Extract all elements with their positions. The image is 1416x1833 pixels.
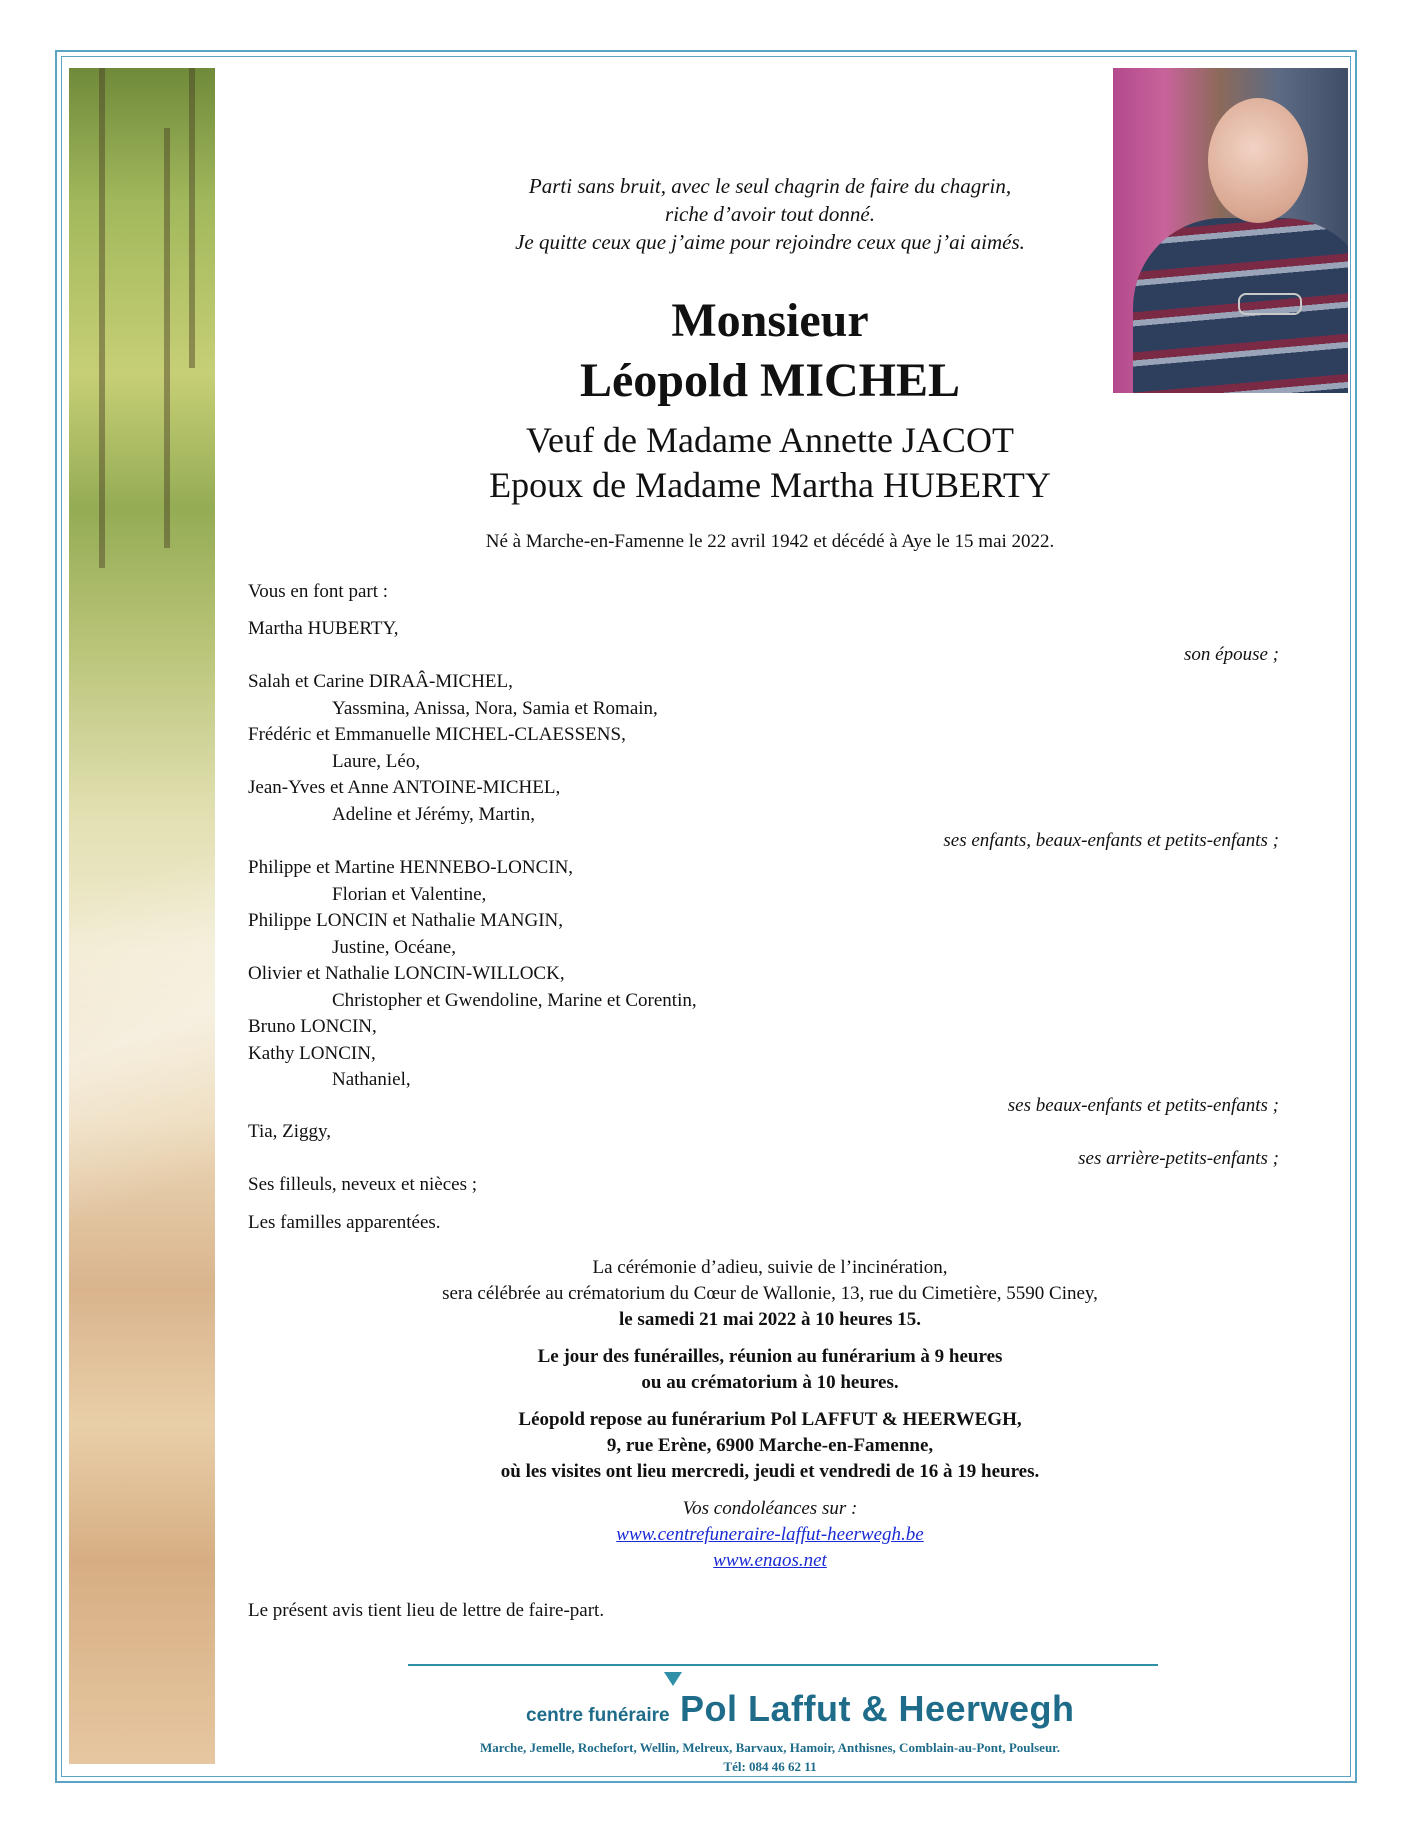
family-member-line: Laure, Léo, (332, 750, 421, 772)
family-member-line: Kathy LONCIN, (248, 1042, 376, 1064)
family-member-line: Olivier et Nathalie LONCIN-WILLOCK, (248, 963, 565, 984)
meeting-line-1: Le jour des funérailles, réunion au funérarium à 9 heures (537, 1346, 1003, 1367)
closing-line: Le présent avis tient lieu de lettre de faire-part. (248, 1600, 605, 1621)
family-member-line: Salah et Carine DIRAÂ-MICHEL, (248, 671, 513, 692)
condolences-link-enaos[interactable]: www.enaos.net (713, 1550, 827, 1571)
birth-death-line: Né à Marche-en-Famenne le 22 avril 1942 et décédé à Aye le 15 mai 2022. (485, 531, 1055, 552)
family-member-line: Christopher et Gwendoline, Marine et Corentin, (332, 989, 697, 1011)
family-member-line: Bruno LONCIN, (248, 1016, 377, 1037)
rest-line-2: 9, rue Erène, 6900 Marche-en-Famenne, (606, 1435, 934, 1456)
families-line: Les familles apparentées. (248, 1212, 441, 1233)
family-member-line: Philippe et Martine HENNEBO-LONCIN, (248, 857, 574, 878)
poem-line: Parti sans bruit, avec le seul chagrin de faire du chagrin, (528, 174, 1012, 198)
rest-line-1: Léopold repose au funérarium Pol LAFFUT & HEERWEGH, (518, 1409, 1022, 1430)
portrait-photo (1113, 68, 1348, 393)
poem-line: Je quitte ceux que j’aime pour rejoindre ceux que j’ai aimés. (515, 230, 1025, 254)
deceased-name: Léopold MICHEL (579, 354, 961, 407)
family-member-line: Justine, Océane, (332, 936, 456, 958)
deceased-title: Monsieur (671, 294, 869, 347)
condolences-link-laffut[interactable]: www.centrefuneraire-laffut-heerwegh.be (616, 1524, 924, 1545)
ceremony-line-1: La cérémonie d’adieu, suivie de l’incinération, (592, 1257, 948, 1278)
logo-phone: Tél: 084 46 62 11 (723, 1759, 817, 1774)
family-member-line: Jean-Yves et Anne ANTOINE-MICHEL, (248, 777, 561, 798)
rest-line-3: où les visites ont lieu mercredi, jeudi et vendredi de 16 à 19 heures. (500, 1461, 1040, 1482)
ceremony-datetime: le samedi 21 mai 2022 à 10 heures 15. (618, 1309, 922, 1330)
family-member-line: Florian et Valentine, (332, 883, 487, 905)
poem (400, 172, 1140, 256)
spouse-name: Martha HUBERTY, (248, 618, 399, 639)
family-member-line: Philippe LONCIN et Nathalie MANGIN, (248, 910, 564, 931)
family-member-line: Yassmina, Anissa, Nora, Samia et Romain, (332, 697, 658, 719)
ceremony-line-2: sera célébrée au crématorium du Cœur de Wallonie, 13, rue du Cimetière, 5590 Ciney, (442, 1283, 1098, 1304)
great-grandchildren: Tia, Ziggy, (248, 1121, 332, 1142)
great-grandchildren-label: ses arrière-petits-enfants ; (1078, 1148, 1279, 1169)
logo-company-name: Pol Laffut & Heerwegh (680, 1688, 1075, 1729)
logo-rule (408, 1664, 1158, 1666)
logo-triangle-icon (664, 1672, 682, 1686)
spouse-label: son épouse ; (1184, 644, 1279, 665)
widower-line: Veuf de Madame Annette JACOT (526, 420, 1014, 460)
logo-places: Marche, Jemelle, Rochefort, Wellin, Melreux, Barvaux, Hamoir, Anthisnes, Comblain-au-Pont, Poulseur. (479, 1740, 1061, 1755)
intro-line: Vous en font part : (248, 581, 389, 602)
forest-path-image (69, 68, 215, 1764)
logo-small-text: centre funéraire (526, 1705, 670, 1726)
step-children-label: ses beaux-enfants et petits-enfants ; (1007, 1095, 1279, 1116)
family-member-line: Nathaniel, (332, 1069, 411, 1090)
poem-line: riche d’avoir tout donné. (665, 202, 875, 226)
godchildren-line: Ses filleuls, neveux et nièces ; (248, 1174, 477, 1195)
husband-line: Epoux de Madame Martha HUBERTY (489, 465, 1051, 505)
children-label: ses enfants, beaux-enfants et petits-enfants ; (943, 830, 1279, 851)
family-member-line: Adeline et Jérémy, Martin, (332, 803, 535, 825)
family-member-line: Frédéric et Emmanuelle MICHEL-CLAESSENS, (248, 724, 626, 745)
meeting-line-2: ou au crématorium à 10 heures. (641, 1372, 899, 1393)
condolences-label: Vos condoléances sur : (682, 1498, 858, 1519)
